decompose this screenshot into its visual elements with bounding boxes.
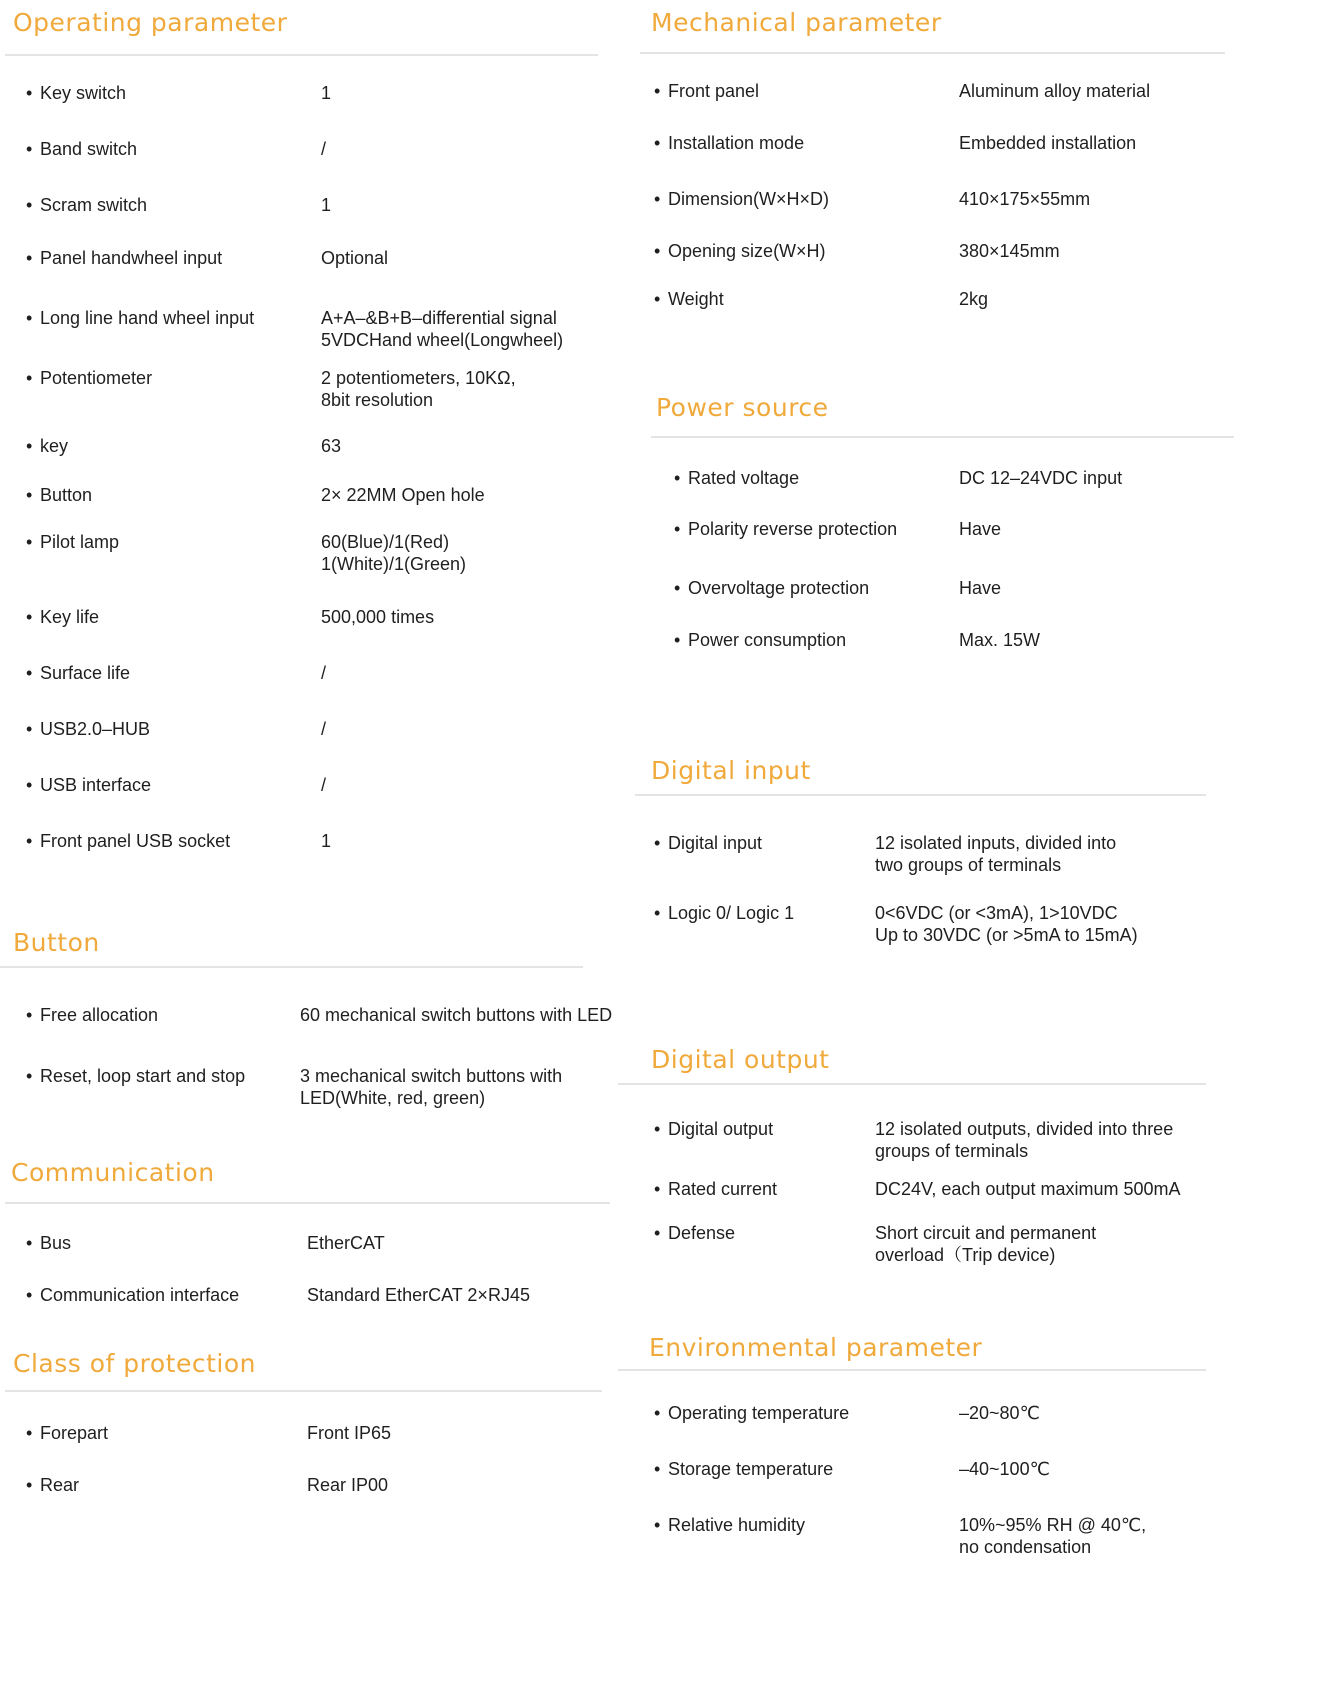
spec-value	[321, 247, 388, 269]
spec-row	[26, 830, 626, 880]
section-title-mechanical: Mechanical parameter	[651, 8, 942, 37]
bullet-icon: •	[674, 578, 681, 598]
spec-value	[875, 1222, 1096, 1266]
spec-value-line: 2 potentiometers, 10KΩ,	[321, 368, 516, 388]
spec-label: Logic 0/ Logic 1	[668, 903, 795, 923]
spec-value-line: –40~100℃	[959, 1459, 1050, 1479]
bullet-icon: •	[26, 139, 33, 159]
spec-value-line: /	[321, 719, 327, 739]
spec-row	[674, 467, 1274, 517]
spec-row	[26, 1004, 626, 1054]
bullet-icon: •	[654, 133, 661, 153]
spec-value	[959, 1402, 1040, 1424]
bullet-icon: •	[26, 485, 33, 505]
bullet-icon: •	[26, 719, 33, 739]
spec-label: Key life	[40, 607, 100, 627]
section-divider	[651, 436, 1234, 438]
bullet-icon: •	[26, 1233, 33, 1253]
spec-row	[654, 240, 1254, 290]
spec-row	[26, 367, 626, 417]
spec-value	[959, 467, 1122, 489]
spec-value-line: 1	[321, 83, 332, 103]
spec-row	[26, 1284, 626, 1334]
spec-value-line: 2× 22MM Open hole	[321, 485, 485, 505]
spec-label: key	[40, 436, 69, 456]
spec-label: Band switch	[40, 139, 138, 159]
spec-value-line: Short circuit and permanent	[875, 1223, 1097, 1243]
spec-value-line: overload（Trip device)	[875, 1245, 1056, 1265]
bullet-icon: •	[654, 289, 661, 309]
spec-label: Scram switch	[40, 195, 148, 215]
spec-value-line: Rear IP00	[307, 1475, 389, 1495]
spec-value	[959, 629, 1040, 651]
spec-value-line: 60(Blue)/1(Red)	[321, 532, 450, 552]
spec-value-line: Front IP65	[307, 1423, 392, 1443]
spec-row	[654, 1514, 1254, 1564]
spec-label: Polarity reverse protection	[688, 519, 898, 539]
bullet-icon: •	[26, 1005, 33, 1025]
spec-label: Surface life	[40, 663, 131, 683]
section-divider	[618, 1083, 1206, 1085]
spec-label: Storage temperature	[668, 1459, 834, 1479]
spec-row	[654, 80, 1254, 130]
spec-row	[674, 577, 1274, 627]
section-title-environment: Environmental parameter	[649, 1333, 983, 1362]
spec-label: Digital input	[668, 833, 763, 853]
spec-value	[959, 577, 1001, 599]
spec-value	[321, 662, 326, 684]
spec-label: Panel handwheel input	[40, 248, 223, 268]
spec-row	[654, 288, 1254, 338]
bullet-icon: •	[26, 1423, 33, 1443]
spec-value	[321, 830, 331, 852]
spec-value-line: Embedded installation	[959, 133, 1137, 153]
spec-value-line: /	[321, 139, 327, 159]
bullet-icon: •	[654, 1459, 661, 1479]
spec-value-line: 380×145mm	[959, 241, 1060, 261]
section-divider	[5, 1202, 610, 1204]
section-title-protection: Class of protection	[13, 1349, 256, 1378]
spec-value-line: 12 isolated outputs, divided into three	[875, 1119, 1174, 1139]
spec-value-line: 500,000 times	[321, 607, 435, 627]
spec-value-line: /	[321, 775, 327, 795]
spec-value-line: 2kg	[959, 289, 989, 309]
bullet-icon: •	[674, 630, 681, 650]
section-title-dinput: Digital input	[651, 756, 811, 785]
section-divider	[5, 54, 598, 56]
spec-value	[321, 138, 326, 160]
spec-label: Forepart	[40, 1423, 109, 1443]
bullet-icon: •	[654, 1179, 661, 1199]
spec-value-line: 10%~95% RH @ 40℃,	[959, 1515, 1147, 1535]
spec-value-line: Standard EtherCAT 2×RJ45	[307, 1285, 530, 1305]
spec-row	[26, 531, 626, 581]
spec-value-line: /	[321, 663, 327, 683]
spec-value	[321, 82, 331, 104]
spec-label: Long line hand wheel input	[40, 308, 255, 328]
section-title-button: Button	[13, 928, 100, 957]
spec-value-line: LED(White, red, green)	[300, 1088, 486, 1108]
spec-row	[674, 629, 1274, 679]
spec-row	[26, 247, 626, 297]
spec-value	[321, 484, 485, 506]
bullet-icon: •	[654, 1403, 661, 1423]
bullet-icon: •	[674, 519, 681, 539]
spec-row	[26, 307, 626, 357]
bullet-icon: •	[654, 1119, 661, 1139]
spec-label: Front panel USB socket	[40, 831, 231, 851]
spec-row	[26, 82, 626, 132]
spec-row	[654, 832, 1254, 882]
spec-label: Bus	[40, 1233, 72, 1253]
bullet-icon: •	[26, 1475, 33, 1495]
spec-label: Potentiometer	[40, 368, 153, 388]
section-title-communication: Communication	[11, 1158, 215, 1187]
spec-value	[959, 518, 1001, 540]
spec-value	[307, 1422, 391, 1444]
bullet-icon: •	[26, 195, 33, 215]
spec-label: Weight	[668, 289, 724, 309]
spec-value	[959, 240, 1060, 262]
spec-label: Rated current	[668, 1179, 778, 1199]
spec-label: Opening size(W×H)	[668, 241, 826, 261]
spec-label: Communication interface	[40, 1285, 240, 1305]
spec-label: Relative humidity	[668, 1515, 806, 1535]
spec-value-line: no condensation	[959, 1537, 1092, 1557]
spec-value-line: Aluminum alloy material	[959, 81, 1151, 101]
spec-value	[959, 288, 988, 310]
spec-row	[26, 606, 626, 656]
bullet-icon: •	[26, 831, 33, 851]
spec-row	[654, 1118, 1254, 1168]
section-divider	[640, 52, 1225, 54]
spec-value-line: 1	[321, 195, 332, 215]
section-divider	[618, 1369, 1206, 1371]
spec-value	[875, 1178, 1181, 1200]
spec-row	[654, 1402, 1254, 1452]
bullet-icon: •	[654, 81, 661, 101]
spec-value	[959, 188, 1090, 210]
bullet-icon: •	[26, 1285, 33, 1305]
spec-row	[26, 1474, 626, 1524]
spec-row	[26, 1232, 626, 1282]
spec-value	[959, 132, 1136, 154]
spec-row	[674, 518, 1274, 568]
spec-row	[654, 1178, 1254, 1228]
spec-value-line: DC24V, each output maximum 500mA	[875, 1179, 1181, 1199]
spec-row	[654, 1458, 1254, 1508]
spec-label: Button	[40, 485, 93, 505]
spec-value-line: DC 12–24VDC input	[959, 468, 1123, 488]
spec-label: Free allocation	[40, 1005, 159, 1025]
spec-value-line: 5VDCHand wheel(Longwheel)	[321, 330, 564, 350]
spec-label: Power consumption	[688, 630, 847, 650]
spec-label: Reset, loop start and stop	[40, 1066, 246, 1086]
spec-value	[307, 1232, 385, 1254]
spec-value	[321, 307, 563, 351]
bullet-icon: •	[26, 436, 33, 456]
spec-label: Dimension(W×H×D)	[668, 189, 830, 209]
spec-row	[26, 662, 626, 712]
bullet-icon: •	[26, 775, 33, 795]
spec-value-line: groups of terminals	[875, 1141, 1029, 1161]
spec-value-line: Up to 30VDC (or >5mA to 15mA)	[875, 925, 1138, 945]
spec-value	[321, 606, 434, 628]
bullet-icon: •	[654, 1223, 661, 1243]
spec-label: Key switch	[40, 83, 127, 103]
spec-value	[321, 367, 516, 411]
spec-row	[26, 774, 626, 824]
spec-value-line: Optional	[321, 248, 389, 268]
spec-value-line: A+A–&B+B–differential signal	[321, 308, 557, 328]
bullet-icon: •	[654, 833, 661, 853]
bullet-icon: •	[26, 607, 33, 627]
spec-value-line: Have	[959, 578, 1002, 598]
spec-value	[875, 902, 1138, 946]
spec-row	[654, 132, 1254, 182]
spec-value-line: EtherCAT	[307, 1233, 385, 1253]
spec-label: Defense	[668, 1223, 736, 1243]
spec-value-line: 0<6VDC (or <3mA), 1>10VDC	[875, 903, 1118, 923]
spec-value	[959, 1458, 1050, 1480]
bullet-icon: •	[654, 189, 661, 209]
spec-label: Operating temperature	[668, 1403, 850, 1423]
spec-row	[26, 194, 626, 244]
spec-label: Rear	[40, 1475, 80, 1495]
spec-value	[307, 1284, 530, 1306]
spec-label: Overvoltage protection	[688, 578, 870, 598]
spec-label: Digital output	[668, 1119, 774, 1139]
spec-label: Rated voltage	[688, 468, 800, 488]
spec-value-line: Have	[959, 519, 1002, 539]
bullet-icon: •	[26, 368, 33, 388]
section-title-power: Power source	[656, 393, 829, 422]
spec-row	[654, 188, 1254, 238]
spec-value	[321, 774, 326, 796]
bullet-icon: •	[654, 1515, 661, 1535]
spec-label: USB2.0–HUB	[40, 719, 151, 739]
spec-value-line: Max. 15W	[959, 630, 1041, 650]
spec-value	[307, 1474, 388, 1496]
bullet-icon: •	[26, 532, 33, 552]
spec-value	[321, 194, 331, 216]
spec-value	[875, 1118, 1173, 1162]
bullet-icon: •	[654, 903, 661, 923]
spec-value	[321, 435, 341, 457]
spec-row	[26, 1422, 626, 1472]
spec-value	[959, 80, 1150, 102]
section-title-doutput: Digital output	[651, 1045, 830, 1074]
spec-label: Installation mode	[668, 133, 805, 153]
spec-value-line: two groups of terminals	[875, 855, 1062, 875]
spec-row	[26, 138, 626, 188]
spec-row	[26, 435, 626, 485]
spec-row	[26, 1065, 626, 1115]
spec-row	[26, 484, 626, 534]
bullet-icon: •	[26, 83, 33, 103]
bullet-icon: •	[26, 663, 33, 683]
spec-row	[26, 718, 626, 768]
spec-value-line: 12 isolated inputs, divided into	[875, 833, 1117, 853]
spec-value	[875, 832, 1116, 876]
spec-row	[654, 1222, 1254, 1272]
spec-value-line: 60 mechanical switch buttons with LED	[300, 1005, 613, 1025]
spec-value-line: 410×175×55mm	[959, 189, 1091, 209]
spec-value-line: 63	[321, 436, 342, 456]
bullet-icon: •	[674, 468, 681, 488]
spec-label: Front panel	[668, 81, 760, 101]
spec-value-line: 3 mechanical switch buttons with	[300, 1066, 563, 1086]
spec-value-line: –20~80℃	[959, 1403, 1040, 1423]
spec-value-line: 8bit resolution	[321, 390, 434, 410]
spec-row	[654, 902, 1254, 952]
bullet-icon: •	[654, 241, 661, 261]
spec-label: Pilot lamp	[40, 532, 120, 552]
spec-value	[959, 1514, 1146, 1558]
spec-value-line: 1(White)/1(Green)	[321, 554, 467, 574]
bullet-icon: •	[26, 308, 33, 328]
section-divider	[0, 966, 583, 968]
section-title-operating: Operating parameter	[13, 8, 288, 37]
bullet-icon: •	[26, 1066, 33, 1086]
spec-value	[300, 1004, 612, 1026]
spec-value	[300, 1065, 562, 1109]
bullet-icon: •	[26, 248, 33, 268]
section-divider	[635, 794, 1206, 796]
spec-value	[321, 531, 466, 575]
section-divider	[5, 1390, 602, 1392]
spec-label: USB interface	[40, 775, 152, 795]
spec-value	[321, 718, 326, 740]
spec-value-line: 1	[321, 831, 332, 851]
